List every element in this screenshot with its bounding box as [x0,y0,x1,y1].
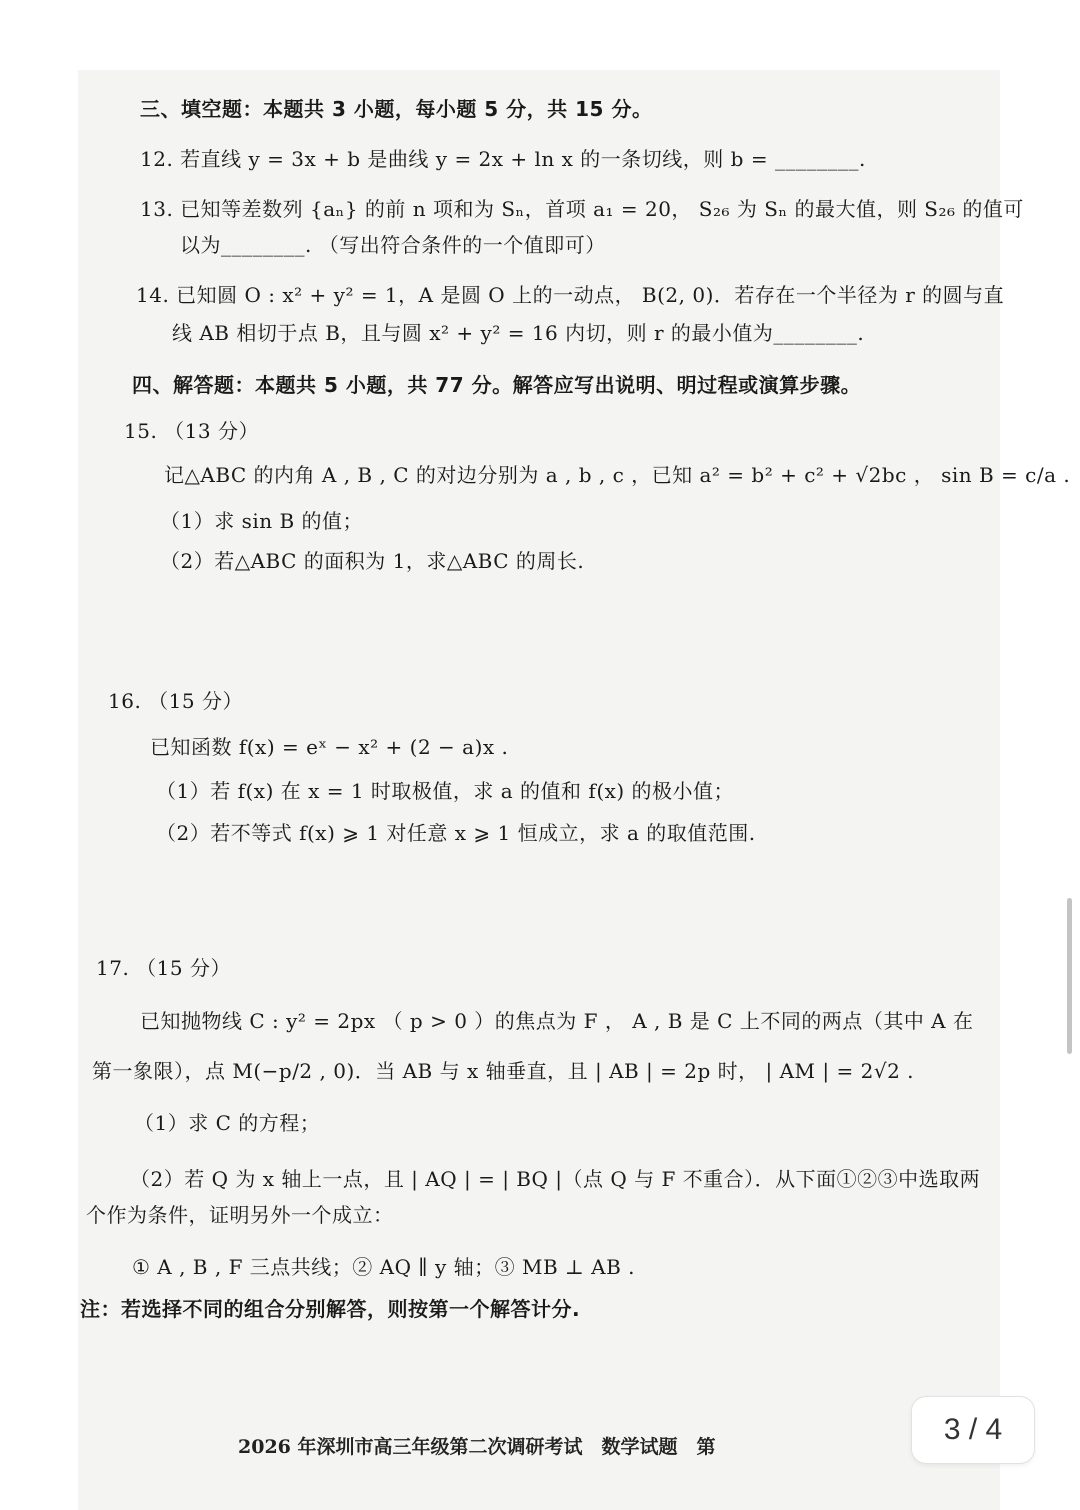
question-17-part2-line1: （2）若 Q 为 x 轴上一点，且 | AQ | = | BQ |（点 Q 与 F 不重合）．从下面①②③中选取两 [130,1167,981,1191]
section3-heading: 三、填空题：本题共 3 小题，每小题 5 分，共 15 分。 [140,97,653,121]
question-15-label: 15. （13 分） [124,419,259,443]
question-16-stem: 已知函数 f(x) = eˣ − x² + (2 − a)x . [150,735,509,759]
question-17-label: 17. （15 分） [96,956,231,980]
page-footer: 2026 年深圳市高三年级第二次调研考试 数学试题 第 [238,1436,716,1458]
question-16-label: 16. （15 分） [108,689,243,713]
question-17-part2-line2: 个作为条件，证明另外一个成立： [86,1203,394,1227]
question-16-part1: （1）若 f(x) 在 x = 1 时取极值，求 a 的值和 f(x) 的极小值； [156,779,735,803]
question-17-stem-line2: 第一象限），点 M(−p/2 , 0)．当 AB 与 x 轴垂直，且 | AB | = 2p 时， | AM | = 2√2 . [92,1059,915,1083]
scrollbar-thumb[interactable] [1067,898,1072,1054]
question-17-options: ① A , B , F 三点共线；② AQ ∥ y 轴；③ MB ⊥ AB . [132,1255,636,1279]
question-14-line2: 线 AB 相切于点 B，且与圆 x² + y² = 16 内切，则 r 的最小值为________. [172,321,865,345]
section4-heading: 四、解答题：本题共 5 小题，共 77 分。解答应写出说明、明过程或演算步骤。 [132,373,862,397]
question-12: 12. 若直线 y = 3x + b 是曲线 y = 2x + ln x 的一条切线，则 b = ________. [140,147,866,171]
question-13-line2: 以为________. （写出符合条件的一个值即可） [180,233,606,257]
question-16-part2: （2）若不等式 f(x) ⩾ 1 对任意 x ⩾ 1 恒成立，求 a 的取值范围. [156,821,756,845]
question-17-stem-line1: 已知抛物线 C : y² = 2px （ p > 0 ）的焦点为 F ， A , B 是 C 上不同的两点（其中 A 在 [140,1009,974,1033]
question-17-part1: （1）求 C 的方程； [134,1111,321,1135]
question-14-line1: 14. 已知圆 O : x² + y² = 1，A 是圆 O 上的一动点， B(2, 0)．若存在一个半径为 r 的圆与直 [136,283,1005,307]
page-indicator[interactable]: 3 / 4 [912,1397,1034,1463]
question-15-part2: （2）若△ABC 的面积为 1，求△ABC 的周长. [160,549,585,573]
question-15-stem: 记△ABC 的内角 A , B , C 的对边分别为 a , b , c ，已知 a² = b² + c² + √2bc ， sin B = c/a . [164,463,1071,487]
question-17-note: 注：若选择不同的组合分别解答，则按第一个解答计分. [80,1297,581,1321]
question-13-line1: 13. 已知等差数列 {aₙ} 的前 n 项和为 Sₙ，首项 a₁ = 20， S₂₆ 为 Sₙ 的最大值，则 S₂₆ 的值可 [140,197,1024,221]
question-15-part1: （1）求 sin B 的值； [160,509,364,533]
